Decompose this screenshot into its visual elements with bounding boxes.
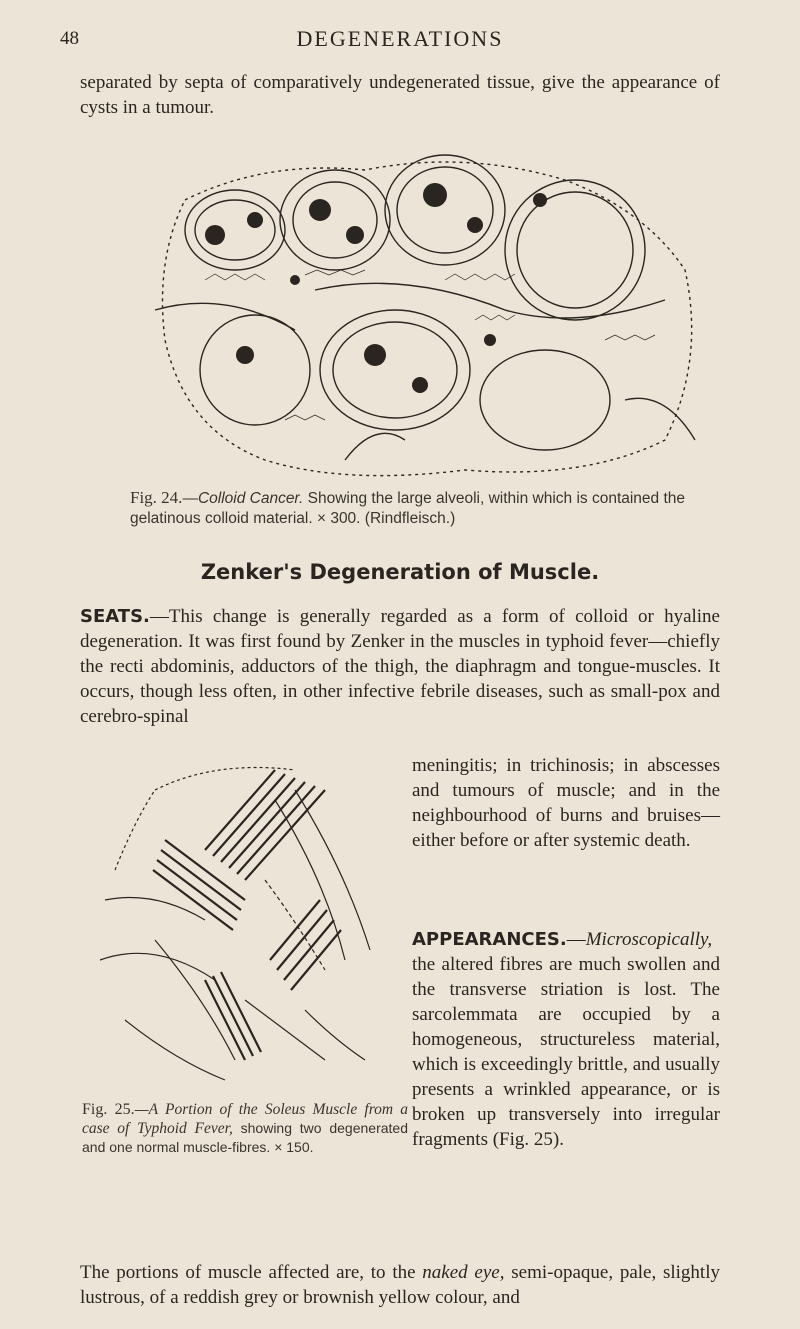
figure-25-dash: —	[134, 1101, 149, 1117]
figure-24-caption	[130, 488, 690, 529]
closing-italic: naked eye,	[422, 1262, 505, 1283]
figure-24-illustration	[145, 140, 705, 485]
figure-25-title: A Portion of the Soleus Muscle from a case of Typhoid Fever,	[82, 1101, 409, 1137]
appearances-italic: Microscopically,	[585, 929, 713, 950]
seats-label: SEATS.	[80, 606, 150, 627]
figure-25-label: Fig. 25.	[82, 1101, 135, 1118]
appearances-text: the altered fibres are much swollen and the transverse striation is lost. The sarcolemmata are occupied by a homogeneous, structureless material, which is exceedingly brittle, and usually presents a wrinkled appearance, or is broken up transversely into irregular fragments (Fig. 25).	[412, 954, 720, 1150]
intro-paragraph: separated by septa of comparatively undegenerated tissue, give the appearance of cysts in a tumour.	[80, 72, 720, 118]
page-number: 48	[60, 28, 79, 49]
appearances-paragraph	[412, 927, 720, 1152]
figure-25-text: showing two degenerated and one normal muscle-fibres. × 150.	[82, 1120, 408, 1155]
figure-24-text: Showing the large alveoli, within which is contained the gelatinous colloid material. × 300. (Rindfleisch.)	[130, 490, 686, 527]
seats-paragraph	[80, 604, 720, 729]
figure-24-title: —Colloid Cancer.	[182, 490, 304, 507]
figure-25-caption	[82, 1100, 408, 1157]
section-heading: Zenker's Degeneration of Muscle.	[200, 560, 600, 584]
appearances-dash: —	[566, 929, 586, 950]
closing-paragraph	[80, 1260, 720, 1310]
figure-25-illustration	[95, 760, 400, 1090]
running-title: DEGENERATIONS	[296, 26, 504, 51]
appearances-label: APPEARANCES.	[412, 929, 567, 950]
closing-text-b: semi-opaque, pale, slightly lustrous, of a reddish grey or brownish yellow colour, and	[80, 1262, 720, 1308]
figure-24-label: Fig. 24.	[130, 488, 183, 507]
closing-text-a: The portions of muscle affected are, to the	[80, 1262, 423, 1283]
seats-paragraph-continued: meningitis; in trichinosis; in abscesses and tumours of muscle; and in the neighbourhood of burns and bruises—either before or after systemic death.	[412, 755, 720, 851]
seats-text: —This change is generally regarded as a form of colloid or hyaline degeneration. It was first found by Zenker in the muscles in typhoid fever—chiefly the recti abdominis, adductors of the thigh, the diaphragm and tongue-muscles. It occurs, though less often, in other infective febrile diseases, such as small-pox and cerebro-spinal	[80, 606, 720, 727]
